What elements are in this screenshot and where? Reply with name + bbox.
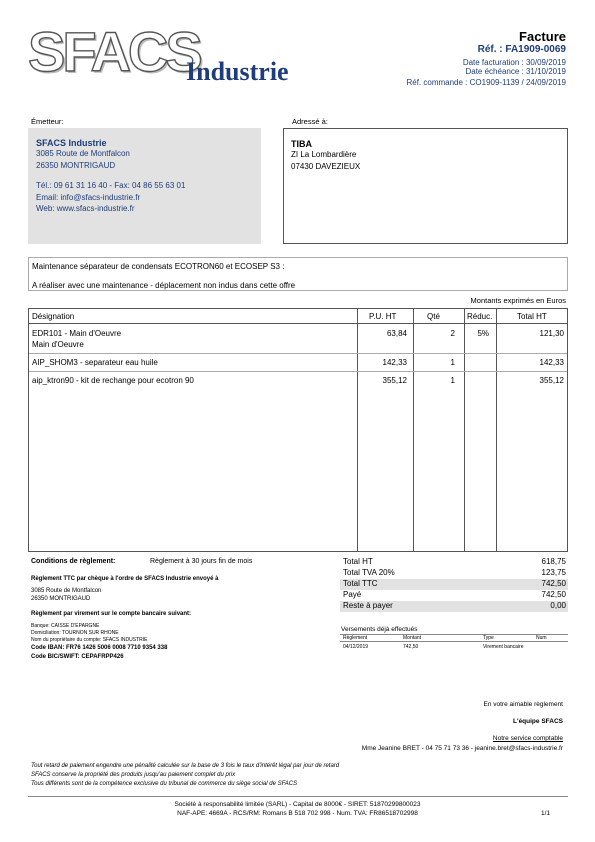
paid-label: Payé [343, 590, 362, 599]
currency-note: Montants exprimés en Euros [470, 296, 566, 305]
payments-table [340, 634, 568, 651]
team-signature: L'équipe SFACS [513, 718, 563, 725]
header-discount: Réduc. [467, 312, 493, 321]
ownership-notice: SFACS conserve la propriété des produits jusqu'au paiement complet du prix [31, 772, 236, 778]
jurisdiction-notice: Tous différents sont de la compétence exclusive du tribunal de commerce du siège social de SFACS [31, 781, 298, 787]
recipient-address2: 07430 DAVEZIEUX [291, 161, 361, 171]
total-ht-row [340, 557, 568, 568]
payments-header-reglement: Règlement [343, 635, 368, 641]
row2-total-ht: 142,33 [539, 358, 564, 367]
header-qty: Qté [427, 312, 440, 321]
invoice-reference: Réf. : FA1909-0069 [477, 44, 566, 55]
row-separator [29, 353, 567, 354]
row2-pu-ht: 142,33 [382, 358, 407, 367]
footer-divider [28, 796, 568, 797]
recipient-label: Adressé à: [292, 117, 328, 126]
header-total-ht: Total HT [517, 312, 547, 321]
total-tva-label: Total TVA 20% [343, 568, 395, 577]
remaining-label: Reste à payer [343, 601, 393, 610]
bank-name: Banque: CAISSE D'EPARGNE [31, 623, 100, 629]
emitter-email: Email: info@sfacs-industrie.fr [36, 192, 141, 202]
cheque-title: Règlement TTC par chèque à l'ordre de SFACS Industrie envoyé à [31, 576, 219, 582]
recipient-box [283, 128, 568, 244]
emitter-box [28, 128, 261, 244]
row2-qty: 1 [450, 358, 455, 367]
invoice-date: Date facturation : 30/09/2019 [462, 58, 566, 67]
emitter-name: SFACS Industrie [36, 138, 107, 148]
footer-company-info: Société à responsabilité limitée (SARL) - Capital de 8000€ - SIRET: 51870299800023 [174, 801, 421, 808]
bic-code: Code BIC/SWIFT: CEPAFRPP426 [31, 654, 124, 660]
payments-header-montant: Montant [403, 635, 422, 641]
payments-title: Versements déjà effectués [341, 626, 418, 633]
page-number: 1/1 [540, 810, 550, 817]
row-separator [29, 371, 567, 372]
accounting-service: Notre service comptable [492, 735, 563, 742]
transfer-title: Règlement par virement sur le compte bancaire suivant: [31, 611, 192, 617]
paid-value: 742,50 [541, 590, 566, 599]
total-ttc-value: 742,50 [541, 579, 566, 588]
payment-type: Virement bancaire [483, 644, 524, 650]
due-date: Date échéance : 31/10/2019 [465, 67, 566, 76]
company-logo: SFACS [28, 20, 200, 83]
account-owner: Nom du propriétaire du compte: SFACS INDUSTRIE [31, 637, 148, 643]
emitter-phone: Tél.: 09 61 31 16 40 - Fax: 04 86 55 63 01 [36, 181, 186, 190]
iban-code: Code IBAN: FR76 1426 5006 0008 7710 9354 338 [31, 645, 168, 651]
remaining-row [340, 601, 568, 612]
row1-total-ht: 121,30 [539, 329, 564, 338]
payments-header-type: Type [483, 635, 494, 641]
header-designation: Désignation [32, 312, 75, 321]
emitter-label: Émetteur: [31, 117, 64, 126]
paid-row [340, 590, 568, 601]
row2-designation: AIP_SHOM3 - separateur eau huile [32, 358, 158, 367]
payment-date: 04/12/2019 [343, 644, 369, 650]
total-tva-value: 123,75 [541, 568, 566, 577]
recipient-name: TIBA [291, 139, 312, 149]
total-tva-row [340, 568, 568, 579]
row3-total-ht: 355,12 [539, 376, 564, 385]
conditions-value: Règlement à 30 jours fin de mois [150, 558, 253, 565]
payment-amount: 742,50 [403, 644, 419, 650]
recipient-address1: ZI La Lombardière [291, 150, 357, 159]
cheque-address2: 26350 MONTRIGAUD [31, 596, 91, 602]
header-pu-ht: P.U. HT [369, 312, 397, 321]
emitter-address1: 3085 Route de Montfalcon [36, 149, 130, 158]
description-line1: Maintenance séparateur de condensats ECOTRON60 et ECOSEP S3 : [32, 262, 285, 271]
total-ht-value: 618,75 [541, 557, 566, 566]
row1-qty: 2 [450, 329, 455, 338]
conditions-label: Conditions de règlement: [31, 558, 116, 565]
emitter-address2: 26350 MONTRIGAUD [36, 160, 116, 170]
cheque-address1: 3085 Route de Montfalcon [31, 588, 102, 594]
footer-registration-info: NAF-APE: 4669A - RCS/RM: Romans B 518 702 998 - Num. TVA: FR86518702998 [177, 810, 418, 817]
total-ttc-row [340, 579, 568, 590]
total-ht-label: Total HT [343, 557, 373, 566]
company-logo-suffix: Industrie [186, 57, 289, 86]
row1-pu-ht: 63,84 [386, 329, 407, 338]
emitter-web: Web: www.sfacs-industrie.fr [36, 204, 135, 213]
description-line2: A réaliser avec une maintenance - déplacement non indus dans cette offre [32, 280, 296, 290]
row1-discount: 5% [477, 329, 489, 338]
payments-header-num: Num [536, 635, 547, 641]
total-ttc-label: Total TTC [343, 579, 378, 588]
row1-detail: Main d'Oeuvre [32, 340, 84, 349]
invoice-description [28, 257, 568, 291]
remaining-value: 0,00 [550, 601, 566, 610]
row1-designation: EDR101 - Main d'Oeuvre [32, 329, 122, 338]
order-reference: Réf. commande : CO1909-1139 / 24/09/2019 [406, 78, 566, 87]
row3-qty: 1 [450, 376, 455, 385]
late-payment-notice: Tout retard de paiement engendre une pénalité calculée sur la base de 3 fois le taux d'intérêt légal par jour de retard [31, 763, 340, 769]
greeting: En votre aimable règlement [483, 701, 563, 708]
row3-pu-ht: 355,12 [382, 376, 407, 385]
invoice-title: Facture [519, 29, 566, 44]
accounting-contact: Mme Jeanine BRET - 04 75 71 73 36 - jeanine.bret@sfacs-industrie.fr [361, 745, 563, 752]
invoice-lines-table [28, 308, 568, 552]
bank-domiciliation: Domiciliation: TOURNON SUR RHONE [31, 630, 119, 636]
row3-designation: aip_ktron90 - kit de rechange pour ecotron 90 [32, 376, 194, 385]
